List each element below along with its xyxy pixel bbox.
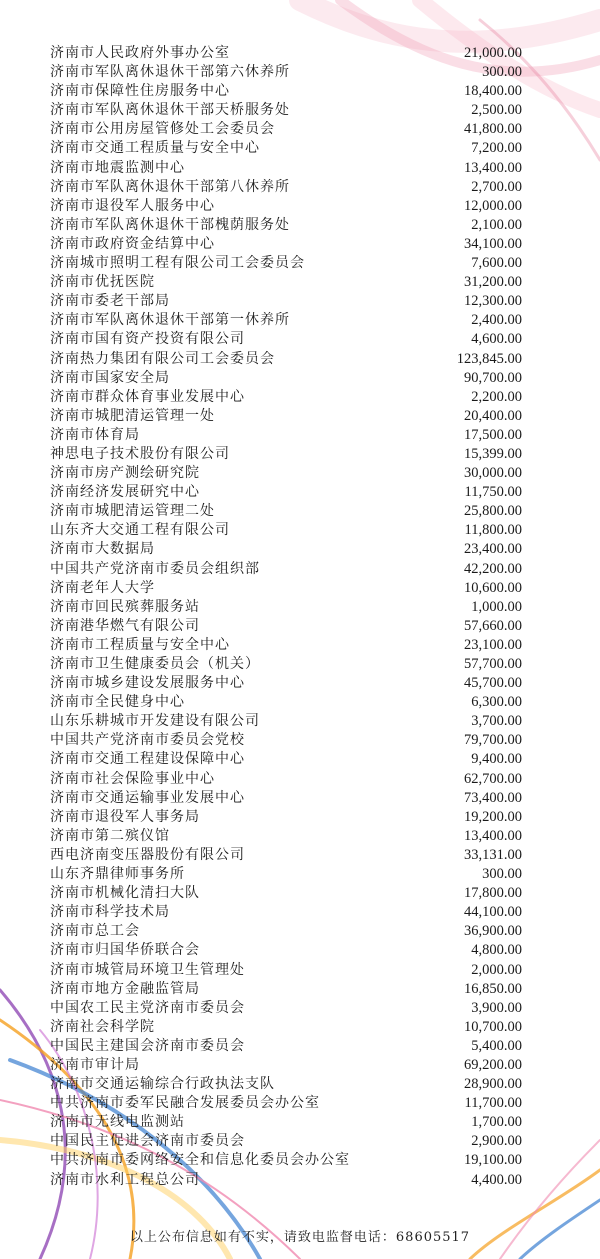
donation-amount: 13,400.00 bbox=[464, 159, 522, 176]
donor-name: 济南市卫生健康委员会（机关） bbox=[50, 656, 260, 672]
donation-amount: 44,100.00 bbox=[464, 904, 522, 921]
donation-amount: 12,300.00 bbox=[464, 293, 522, 310]
donation-amount: 23,100.00 bbox=[464, 636, 522, 653]
list-item bbox=[50, 865, 522, 884]
list-item bbox=[50, 1151, 522, 1170]
donation-amount: 5,400.00 bbox=[471, 1037, 522, 1054]
donor-name: 济南市大数据局 bbox=[50, 541, 155, 558]
donation-amount: 15,399.00 bbox=[464, 445, 522, 462]
donation-amount: 2,500.00 bbox=[471, 102, 522, 119]
donor-name: 中共济南市委军民融合发展委员会办公室 bbox=[50, 1095, 320, 1112]
list-item bbox=[50, 579, 522, 598]
donation-amount: 90,700.00 bbox=[464, 369, 522, 386]
list-item bbox=[50, 693, 522, 712]
donor-name: 济南市水利工程总公司 bbox=[50, 1171, 200, 1188]
donor-name: 济南市军队离休退休干部槐荫服务处 bbox=[50, 216, 290, 233]
donor-name: 济南市科学技术局 bbox=[50, 904, 170, 921]
donor-name: 济南市军队离休退休干部第八休养所 bbox=[50, 178, 290, 195]
list-item bbox=[50, 617, 522, 636]
list-item bbox=[50, 82, 522, 101]
list-item bbox=[50, 159, 522, 178]
donor-name: 济南市保障性住房服务中心 bbox=[50, 83, 230, 100]
list-item bbox=[50, 750, 522, 769]
donor-name: 济南市国家安全局 bbox=[50, 369, 170, 386]
list-item bbox=[50, 712, 522, 731]
list-item bbox=[50, 44, 522, 63]
donation-amount: 2,700.00 bbox=[471, 178, 522, 195]
list-item bbox=[50, 407, 522, 426]
donation-amount: 31,200.00 bbox=[464, 274, 522, 291]
list-item bbox=[50, 1171, 522, 1190]
donor-name: 济南市审计局 bbox=[50, 1056, 140, 1073]
list-item bbox=[50, 1037, 522, 1056]
donor-name: 山东齐大交通工程有限公司 bbox=[50, 522, 230, 539]
list-item bbox=[50, 464, 522, 483]
list-item bbox=[50, 941, 522, 960]
donor-name: 济南市政府资金结算中心 bbox=[50, 235, 215, 252]
list-item bbox=[50, 235, 522, 254]
list-item bbox=[50, 101, 522, 120]
donation-amount: 3,900.00 bbox=[471, 999, 522, 1016]
donor-name: 济南社会科学院 bbox=[50, 1018, 155, 1035]
donation-amount: 10,600.00 bbox=[464, 579, 522, 596]
list-item bbox=[50, 330, 522, 349]
donor-name: 济南市工程质量与安全中心 bbox=[50, 636, 230, 653]
donation-amount: 6,300.00 bbox=[471, 694, 522, 711]
donor-name: 济南市社会保险事业中心 bbox=[50, 770, 215, 787]
donor-name: 济南老年人大学 bbox=[50, 579, 155, 596]
donation-amount: 25,800.00 bbox=[464, 503, 522, 520]
list-item bbox=[50, 1094, 522, 1113]
donor-name: 济南市城管局环境卫生管理处 bbox=[50, 961, 245, 978]
list-item bbox=[50, 789, 522, 808]
donor-name: 济南市无线电监测站 bbox=[50, 1114, 185, 1131]
list-item bbox=[50, 292, 522, 311]
donation-amount: 23,400.00 bbox=[464, 541, 522, 558]
list-item bbox=[50, 846, 522, 865]
donor-name: 中国民主促进会济南市委员会 bbox=[50, 1133, 245, 1150]
donation-amount: 73,400.00 bbox=[464, 789, 522, 806]
donor-name: 济南市国有资产投资有限公司 bbox=[50, 331, 245, 348]
donation-amount: 79,700.00 bbox=[464, 732, 522, 749]
donor-name: 山东齐鼎律师事务所 bbox=[50, 866, 185, 883]
list-item bbox=[50, 961, 522, 980]
list-item bbox=[50, 808, 522, 827]
donation-amount: 123,845.00 bbox=[456, 350, 522, 367]
donor-name: 济南市委老干部局 bbox=[50, 293, 170, 310]
list-item bbox=[50, 197, 522, 216]
donation-amount: 3,700.00 bbox=[471, 713, 522, 730]
donor-name: 济南市体育局 bbox=[50, 426, 140, 443]
donor-name: 中国共产党济南市委员会组织部 bbox=[50, 560, 260, 577]
donor-name: 济南港华燃气有限公司 bbox=[50, 617, 200, 634]
donation-amount: 2,000.00 bbox=[471, 961, 522, 978]
donor-name: 济南市军队离休退休干部第一休养所 bbox=[50, 312, 290, 329]
list-item bbox=[50, 655, 522, 674]
donation-amount: 2,100.00 bbox=[471, 216, 522, 233]
donation-amount: 12,000.00 bbox=[464, 197, 522, 214]
list-item bbox=[50, 980, 522, 999]
donation-amount: 20,400.00 bbox=[464, 407, 522, 424]
donor-name: 济南市地震监测中心 bbox=[50, 159, 185, 176]
donation-amount: 7,200.00 bbox=[471, 140, 522, 157]
list-item bbox=[50, 388, 522, 407]
donation-amount: 1,000.00 bbox=[471, 598, 522, 615]
donor-name: 济南市总工会 bbox=[50, 923, 140, 940]
donor-name: 济南市交通运输事业发展中心 bbox=[50, 789, 245, 806]
donation-amount: 30,000.00 bbox=[464, 465, 522, 482]
donor-name: 济南市城肥清运管理二处 bbox=[50, 503, 215, 520]
donor-name: 济南市城乡建设发展服务中心 bbox=[50, 675, 245, 692]
donation-amount: 11,800.00 bbox=[464, 522, 522, 539]
donor-name: 山东乐耕城市开发建设有限公司 bbox=[50, 713, 260, 730]
list-item bbox=[50, 1056, 522, 1075]
donation-amount: 57,700.00 bbox=[464, 656, 522, 672]
donation-amount: 16,850.00 bbox=[464, 980, 522, 997]
donor-name: 济南市退役军人事务局 bbox=[50, 808, 200, 825]
donor-name: 济南市城肥清运管理一处 bbox=[50, 407, 215, 424]
list-item bbox=[50, 120, 522, 139]
list-item bbox=[50, 540, 522, 559]
donor-name: 济南市交通工程建设保障中心 bbox=[50, 751, 245, 768]
donation-amount: 34,100.00 bbox=[464, 235, 522, 252]
list-item bbox=[50, 178, 522, 197]
list-item bbox=[50, 1075, 522, 1094]
list-item bbox=[50, 827, 522, 846]
donation-amount: 2,400.00 bbox=[471, 312, 522, 329]
donation-amount: 4,600.00 bbox=[471, 331, 522, 348]
list-item bbox=[50, 1018, 522, 1037]
donor-name: 济南市房产测绘研究院 bbox=[50, 465, 200, 482]
donation-amount: 33,131.00 bbox=[464, 846, 522, 863]
donor-name: 济南经济发展研究中心 bbox=[50, 484, 200, 501]
donation-amount: 13,400.00 bbox=[464, 827, 522, 844]
list-item bbox=[50, 922, 522, 941]
donation-amount: 1,700.00 bbox=[471, 1114, 522, 1131]
donation-amount: 28,900.00 bbox=[464, 1076, 522, 1093]
donor-name: 济南市群众体育事业发展中心 bbox=[50, 388, 245, 405]
list-item bbox=[50, 369, 522, 388]
list-item bbox=[50, 1132, 522, 1151]
donor-name: 济南市退役军人服务中心 bbox=[50, 197, 215, 214]
donor-name: 济南市地方金融监管局 bbox=[50, 980, 200, 997]
donation-amount: 21,000.00 bbox=[464, 45, 522, 61]
donation-amount: 9,400.00 bbox=[471, 751, 522, 768]
list-item bbox=[50, 521, 522, 540]
donor-name: 济南市人民政府外事办公室 bbox=[50, 45, 230, 61]
donor-name: 济南市军队离休退休干部第六休养所 bbox=[50, 64, 290, 81]
donor-name: 济南市军队离休退休干部天桥服务处 bbox=[50, 102, 290, 119]
list-item bbox=[50, 350, 522, 369]
list-item bbox=[50, 63, 522, 82]
donor-name: 济南城市照明工程有限公司工会委员会 bbox=[50, 255, 305, 272]
donor-name: 济南市交通工程质量与安全中心 bbox=[50, 140, 260, 157]
donor-name: 济南市交通运输综合行政执法支队 bbox=[50, 1076, 275, 1093]
list-item bbox=[50, 598, 522, 617]
list-item bbox=[50, 884, 522, 903]
list-item bbox=[50, 560, 522, 579]
donor-name: 济南市第二殡仪馆 bbox=[50, 827, 170, 844]
supervision-hotline-note: 以上公布信息如有不实，请致电监督电话：68605517 bbox=[129, 1230, 471, 1245]
list-item bbox=[50, 426, 522, 445]
donation-amount: 11,700.00 bbox=[464, 1095, 522, 1112]
list-item bbox=[50, 139, 522, 158]
donation-amount: 17,500.00 bbox=[464, 426, 522, 443]
donation-amount: 11,750.00 bbox=[464, 484, 522, 501]
list-item bbox=[50, 273, 522, 292]
donation-amount: 2,900.00 bbox=[471, 1133, 522, 1150]
donation-amount: 4,400.00 bbox=[471, 1171, 522, 1188]
donation-amount: 36,900.00 bbox=[464, 923, 522, 940]
list-item bbox=[50, 636, 522, 655]
donation-amount: 57,660.00 bbox=[464, 617, 522, 634]
donation-amount: 62,700.00 bbox=[464, 770, 522, 787]
donation-amount: 19,200.00 bbox=[464, 808, 522, 825]
list-item bbox=[50, 254, 522, 273]
donor-name: 济南市回民殡葬服务站 bbox=[50, 598, 200, 615]
donation-amount: 18,400.00 bbox=[464, 83, 522, 100]
donor-name: 中国农工民主党济南市委员会 bbox=[50, 999, 245, 1016]
donor-name: 济南市公用房屋管修处工会委员会 bbox=[50, 121, 275, 138]
list-item bbox=[50, 1113, 522, 1132]
donation-amount: 4,800.00 bbox=[471, 942, 522, 959]
donation-amount: 19,100.00 bbox=[464, 1152, 522, 1169]
list-item bbox=[50, 770, 522, 789]
list-item bbox=[50, 999, 522, 1018]
donor-name: 中国民主建国会济南市委员会 bbox=[50, 1037, 245, 1054]
donor-name: 济南市归国华侨联合会 bbox=[50, 942, 200, 959]
donor-name: 西电济南变压器股份有限公司 bbox=[50, 846, 245, 863]
list-item bbox=[50, 903, 522, 922]
top-ribbon bbox=[300, 0, 600, 42]
donor-name: 济南市全民健身中心 bbox=[50, 694, 185, 711]
donor-name: 济南热力集团有限公司工会委员会 bbox=[50, 350, 275, 367]
donation-amount: 45,700.00 bbox=[464, 675, 522, 692]
list-item bbox=[50, 674, 522, 693]
donation-amount: 300.00 bbox=[482, 866, 522, 883]
donation-amount: 7,600.00 bbox=[471, 255, 522, 272]
donation-amount: 300.00 bbox=[482, 64, 522, 81]
list-item bbox=[50, 731, 522, 750]
donation-list bbox=[50, 44, 522, 1190]
donation-amount: 41,800.00 bbox=[464, 121, 522, 138]
list-item bbox=[50, 502, 522, 521]
donation-amount: 2,200.00 bbox=[471, 388, 522, 405]
donation-amount: 69,200.00 bbox=[464, 1056, 522, 1073]
list-item bbox=[50, 311, 522, 330]
list-item bbox=[50, 445, 522, 464]
list-item bbox=[50, 216, 522, 235]
donation-amount: 10,700.00 bbox=[464, 1018, 522, 1035]
list-item bbox=[50, 483, 522, 502]
donor-name: 济南市优抚医院 bbox=[50, 274, 155, 291]
donor-name: 中共济南市委网络安全和信息化委员会办公室 bbox=[50, 1152, 350, 1169]
donor-name: 济南市机械化清扫大队 bbox=[50, 885, 200, 902]
donor-name: 中国共产党济南市委员会党校 bbox=[50, 732, 245, 749]
donor-name: 神思电子技术股份有限公司 bbox=[50, 445, 230, 462]
donation-amount: 17,800.00 bbox=[464, 885, 522, 902]
donation-amount: 42,200.00 bbox=[464, 560, 522, 577]
